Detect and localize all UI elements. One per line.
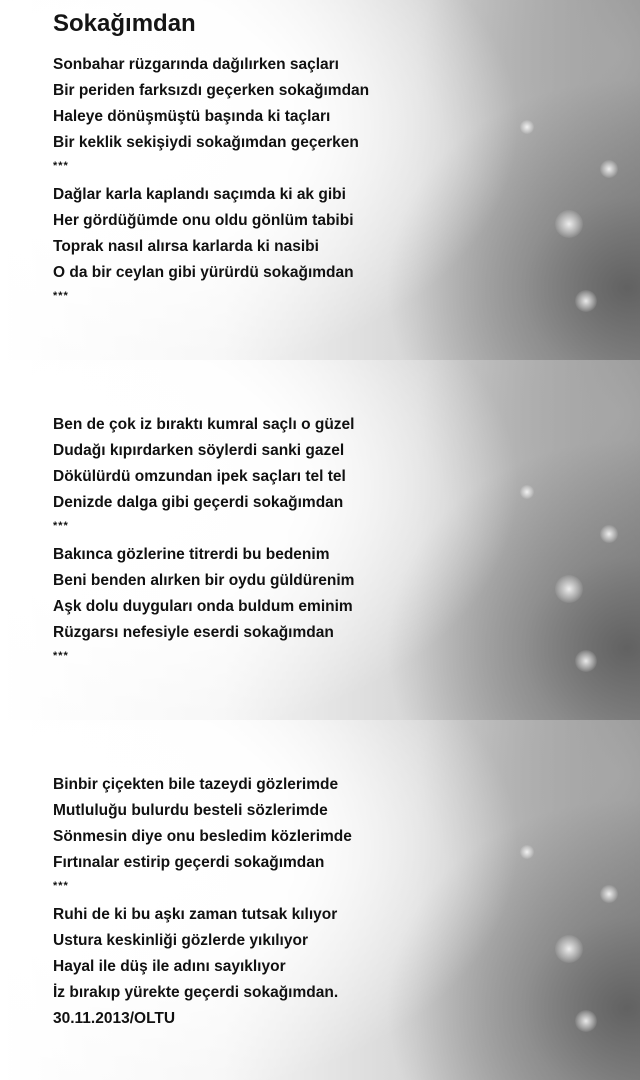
- poem-line: Binbir çiçekten bile tazeydi gözlerimde: [53, 776, 339, 793]
- poem-line: Ustura keskinliği gözlerde yıkılıyor: [53, 932, 308, 949]
- poem-line: Denizde dalga gibi geçerdi sokağımdan: [53, 494, 344, 511]
- bokeh-light: [575, 1010, 597, 1032]
- poem-line: Beni benden alırken bir oydu güldürenim: [53, 572, 355, 589]
- bokeh-light: [555, 935, 583, 963]
- bokeh-light: [600, 160, 618, 178]
- stanza-separator: ***: [53, 650, 69, 662]
- poem-line: Bakınca gözlerine titrerdi bu bedenim: [53, 546, 330, 563]
- poem-line: Rüzgarsı nefesiyle eserdi sokağımdan: [53, 624, 334, 641]
- poem-line: O da bir ceylan gibi yürürdü sokağımdan: [53, 264, 354, 281]
- poem-panel-3: [0, 720, 640, 1080]
- stanza-separator: ***: [53, 880, 69, 892]
- poem-line: Hayal ile düş ile adını sayıklıyor: [53, 958, 286, 975]
- stanza-separator: ***: [53, 520, 69, 532]
- poem-line: Aşk dolu duyguları onda buldum eminim: [53, 598, 353, 615]
- bokeh-light: [575, 650, 597, 672]
- poem-line: Bir periden farksızdı geçerken sokağımdan: [53, 82, 370, 99]
- poem-line: Her gördüğümde onu oldu gönlüm tabibi: [53, 212, 354, 229]
- poem-line: Dağlar karla kaplandı saçımda ki ak gibi: [53, 186, 346, 203]
- poem-line: Bir keklik sekişiydi sokağımdan geçerken: [53, 134, 359, 151]
- stanza-separator: ***: [53, 290, 69, 302]
- bokeh-light: [600, 885, 618, 903]
- bokeh-light: [600, 525, 618, 543]
- bokeh-light: [520, 120, 534, 134]
- poem-line: Sonbahar rüzgarında dağılırken saçları: [53, 56, 339, 73]
- bokeh-light: [520, 845, 534, 859]
- poem-line: Ben de çok iz bıraktı kumral saçlı o güzel: [53, 416, 355, 433]
- poem-panel-1: [0, 0, 640, 360]
- bokeh-light: [555, 575, 583, 603]
- bokeh-light: [520, 485, 534, 499]
- poem-line: Mutluluğu bulurdu besteli sözlerimde: [53, 802, 328, 819]
- stanza-separator: ***: [53, 160, 69, 172]
- poem-panel-2: [0, 360, 640, 720]
- poem-line: Ruhi de ki bu aşkı zaman tutsak kılıyor: [53, 906, 338, 923]
- poem-line: Haleye dönüşmüştü başında ki taçları: [53, 108, 331, 125]
- poem-line: Dudağı kıpırdarken söylerdi sanki gazel: [53, 442, 345, 459]
- poem-line: Sönmesin diye onu besledim közlerimde: [53, 828, 352, 845]
- bokeh-light: [575, 290, 597, 312]
- poem-line: Dökülürdü omzundan ipek saçları tel tel: [53, 468, 346, 485]
- poem-title: Sokağımdan: [53, 10, 196, 37]
- poem-line: Fırtınalar estirip geçerdi sokağımdan: [53, 854, 325, 871]
- poem-line: İz bırakıp yürekte geçerdi sokağımdan.: [53, 984, 339, 1001]
- poem-line: Toprak nasıl alırsa karlarda ki nasibi: [53, 238, 319, 255]
- bokeh-light: [555, 210, 583, 238]
- poem-date-signature: 30.11.2013/OLTU: [53, 1010, 176, 1027]
